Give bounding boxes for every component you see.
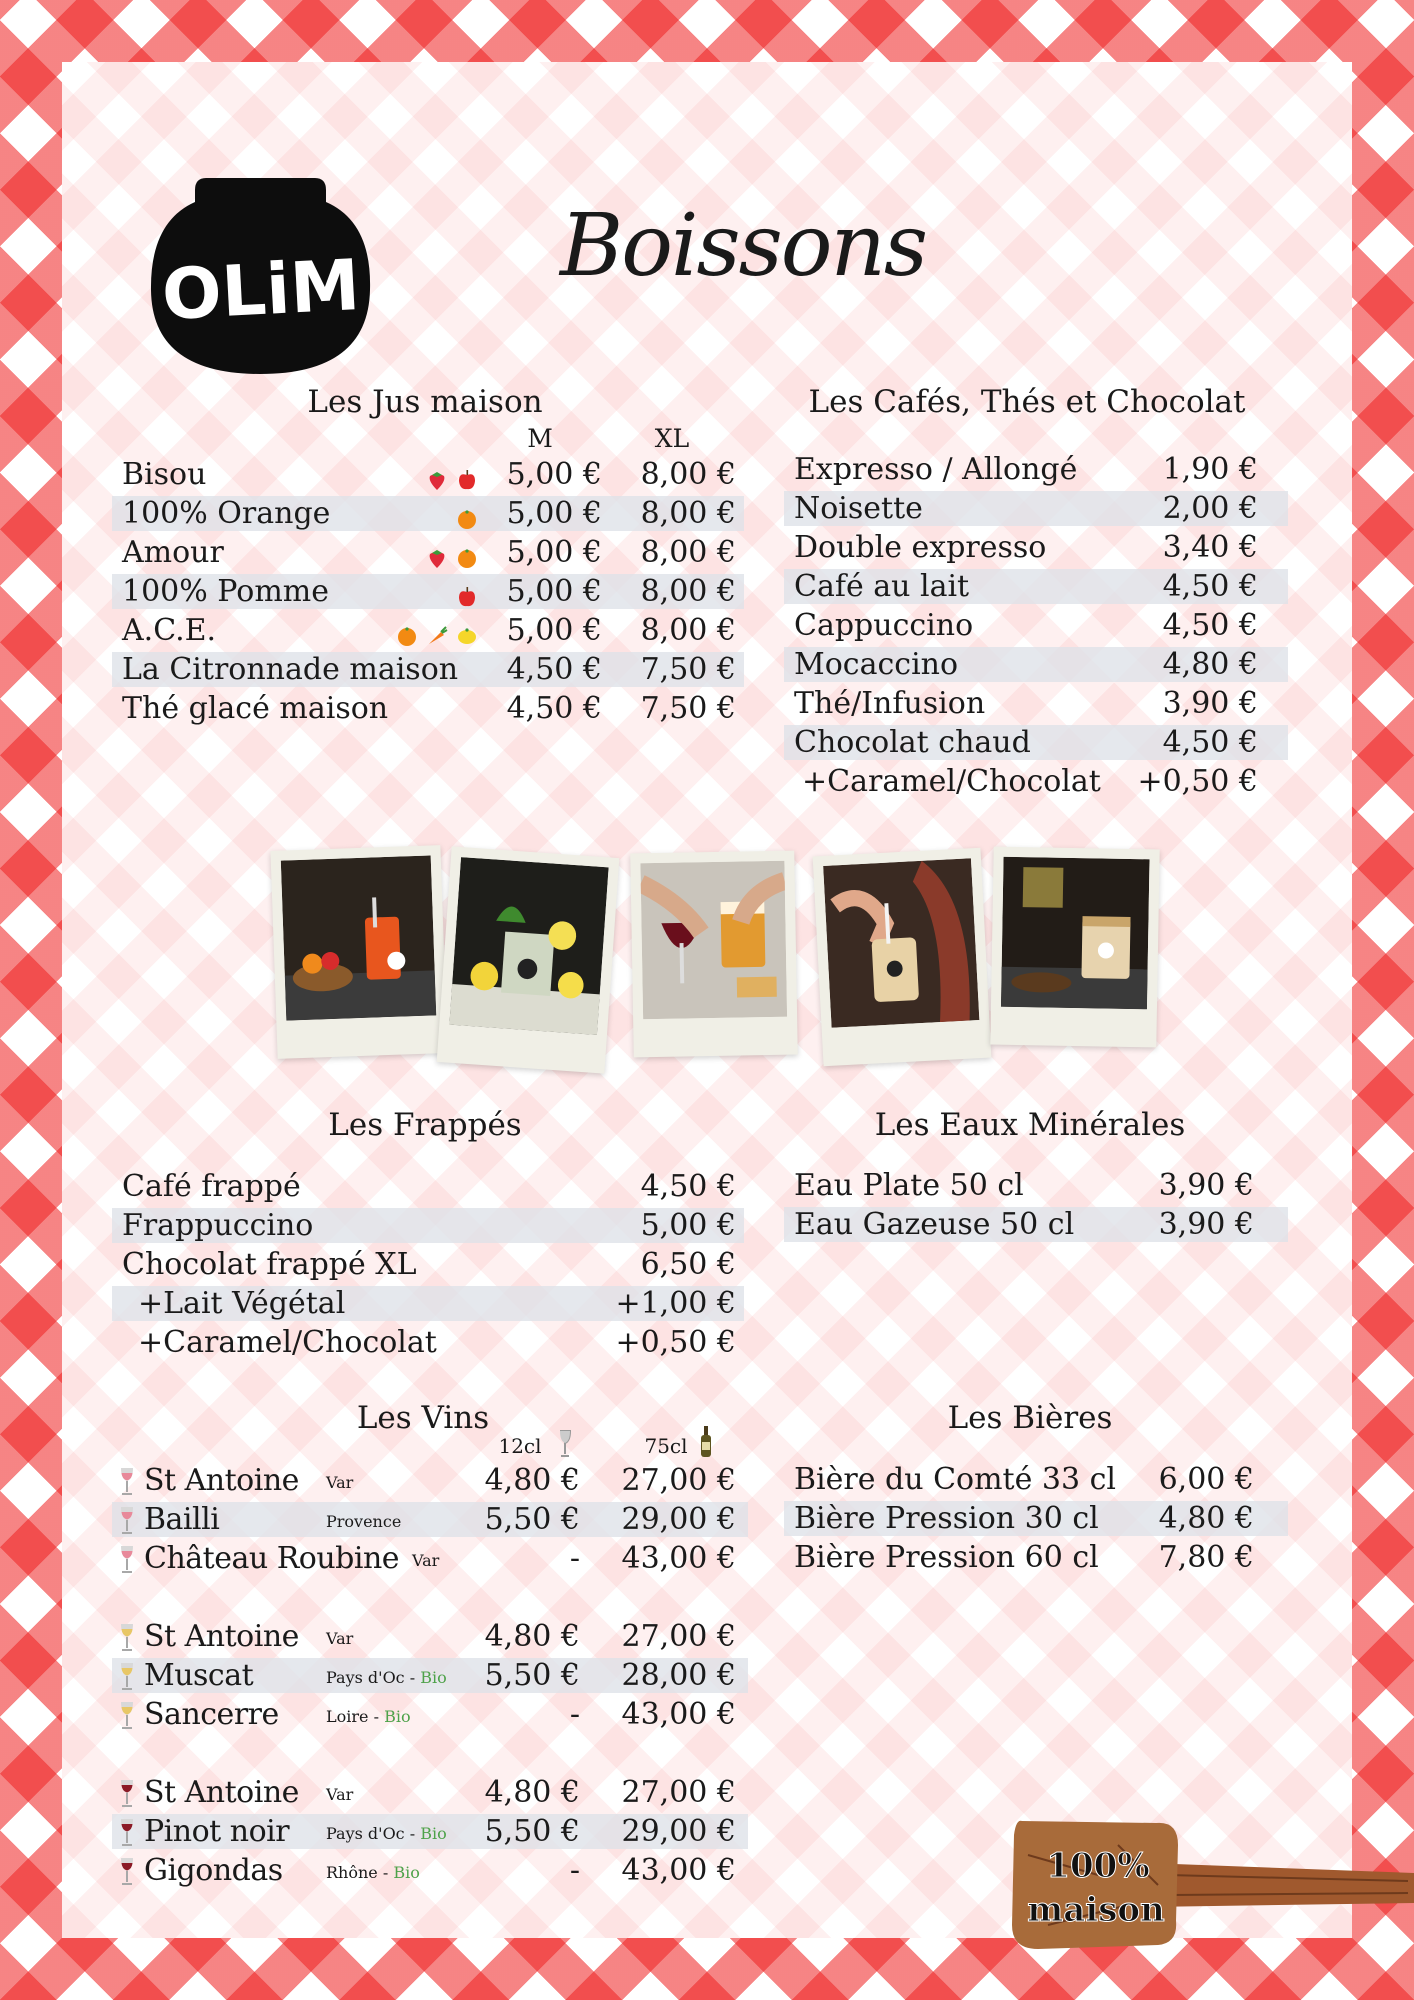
wine-region-text: Pays d'Oc - xyxy=(326,1824,421,1843)
jus-row xyxy=(112,691,744,726)
cafe-price: 2,00 € xyxy=(1162,491,1258,526)
eau-price: 3,90 € xyxy=(1158,1207,1254,1242)
wine-price-bottle: 29,00 € xyxy=(621,1502,736,1537)
wine-region: Var xyxy=(326,1785,354,1804)
wine-name: St Antoine xyxy=(144,1463,299,1498)
frappe-row xyxy=(112,1208,744,1243)
eau-name: Eau Gazeuse 50 cl xyxy=(794,1207,1075,1242)
wine-region xyxy=(326,1816,447,1851)
apple-icon xyxy=(456,469,478,491)
wine-region: Var xyxy=(412,1551,440,1570)
orange-icon xyxy=(456,547,478,569)
wine-price-glass: 5,50 € xyxy=(484,1658,580,1693)
col-head-xl: XL xyxy=(654,424,690,453)
wine-price-bottle: 29,00 € xyxy=(621,1814,736,1849)
cafe-row xyxy=(784,452,1288,487)
beer-row xyxy=(784,1462,1288,1497)
jus-price-m: 5,00 € xyxy=(506,457,602,492)
jus-row xyxy=(112,574,744,609)
jus-price-xl: 7,50 € xyxy=(640,691,736,726)
wine-price-glass: 5,50 € xyxy=(484,1814,580,1849)
apple-icon xyxy=(456,586,478,608)
wine-region-text: Loire - xyxy=(326,1707,385,1726)
frappe-name: +Caramel/Chocolat xyxy=(138,1325,437,1360)
jus-price-xl: 8,00 € xyxy=(640,535,736,570)
eau-row xyxy=(784,1168,1288,1203)
frappe-price: +1,00 € xyxy=(615,1286,736,1321)
frappe-price: 6,50 € xyxy=(640,1247,736,1282)
beer-row xyxy=(784,1501,1288,1536)
wine-price-bottle: 43,00 € xyxy=(621,1541,736,1576)
wine-row xyxy=(112,1658,748,1693)
lemon-icon xyxy=(456,625,478,647)
cafe-name: Double expresso xyxy=(794,530,1047,565)
frappe-name: Frappuccino xyxy=(122,1208,314,1243)
section-title-frappes: Les Frappés xyxy=(328,1107,522,1143)
wine-price-bottle: 28,00 € xyxy=(621,1658,736,1693)
beer-row xyxy=(784,1540,1288,1575)
wine-price-bottle: 27,00 € xyxy=(621,1463,736,1498)
wine-price-glass: 4,80 € xyxy=(484,1463,580,1498)
jus-name: 100% Orange xyxy=(122,496,331,531)
wine-price-glass: 5,50 € xyxy=(484,1502,580,1537)
cafe-row xyxy=(784,686,1288,721)
cafe-price: +0,50 € xyxy=(1137,764,1258,799)
jus-row xyxy=(112,457,744,492)
wine-price-glass: - xyxy=(569,1853,580,1888)
fruit-icon-wrap xyxy=(456,620,478,642)
section-title-jus: Les Jus maison xyxy=(307,384,543,420)
fruit-icon-wrap xyxy=(426,464,448,486)
red-wine-glass-icon xyxy=(118,1817,136,1847)
cafe-name: Noisette xyxy=(794,491,923,526)
wine-name: St Antoine xyxy=(144,1775,299,1810)
wine-region: Provence xyxy=(326,1512,402,1531)
red-wine-glass-icon xyxy=(118,1856,136,1886)
cafe-price: 3,90 € xyxy=(1162,686,1258,721)
cafe-name: Café au lait xyxy=(794,569,970,604)
jus-price-m: 4,50 € xyxy=(506,652,602,687)
jus-row xyxy=(112,613,744,648)
wine-name: Château Roubine xyxy=(144,1541,400,1576)
wine-row xyxy=(112,1853,748,1888)
wine-region: Var xyxy=(326,1473,354,1492)
beer-price: 4,80 € xyxy=(1158,1501,1254,1536)
jus-price-xl: 8,00 € xyxy=(640,574,736,609)
rose-wine-glass-icon xyxy=(118,1544,136,1574)
jus-name: Amour xyxy=(122,535,224,570)
cafe-name: +Caramel/Chocolat xyxy=(802,764,1101,799)
jus-name: Bisou xyxy=(122,457,207,492)
beer-name: Bière du Comté 33 cl xyxy=(794,1462,1117,1497)
cafe-name: Cappuccino xyxy=(794,608,974,643)
cafe-price: 4,50 € xyxy=(1162,569,1258,604)
jus-price-xl: 8,00 € xyxy=(640,457,736,492)
wine-region xyxy=(326,1699,411,1734)
frappe-price: 5,00 € xyxy=(640,1208,736,1243)
beer-price: 6,00 € xyxy=(1158,1462,1254,1497)
cafe-row xyxy=(784,725,1288,760)
wine-price-bottle: 43,00 € xyxy=(621,1697,736,1732)
cafe-row xyxy=(784,530,1288,565)
wine-name: Muscat xyxy=(144,1658,254,1693)
wine-price-glass: 4,80 € xyxy=(484,1775,580,1810)
frappe-row xyxy=(112,1286,744,1321)
jus-price-xl: 8,00 € xyxy=(640,496,736,531)
frappe-row xyxy=(112,1325,744,1360)
frappe-price: +0,50 € xyxy=(615,1325,736,1360)
wine-region-text: Pays d'Oc - xyxy=(326,1668,421,1687)
strawberry-icon xyxy=(426,469,448,491)
cafe-row xyxy=(784,608,1288,643)
wine-name: Bailli xyxy=(144,1502,220,1537)
orange-icon xyxy=(456,508,478,530)
col-head-12cl: 12cl xyxy=(498,1434,542,1458)
wine-price-bottle: 27,00 € xyxy=(621,1775,736,1810)
wine-price-glass: - xyxy=(569,1541,580,1576)
cafe-price: 4,80 € xyxy=(1162,647,1258,682)
cafe-price: 4,50 € xyxy=(1162,725,1258,760)
wine-region-text: Rhône - xyxy=(326,1863,394,1882)
frappe-row xyxy=(112,1169,744,1204)
cafe-name: Mocaccino xyxy=(794,647,959,682)
wine-region xyxy=(326,1660,447,1695)
wooden-spoon-badge xyxy=(1008,1815,1414,1955)
jus-name: Thé glacé maison xyxy=(122,691,389,726)
wine-name: Gigondas xyxy=(144,1853,283,1888)
white-wine-glass-icon xyxy=(118,1700,136,1730)
wine-row xyxy=(112,1463,748,1498)
fruit-icon-wrap xyxy=(396,620,418,642)
wine-price-glass: - xyxy=(569,1697,580,1732)
section-title-vins: Les Vins xyxy=(356,1400,490,1436)
badge-line-1: 100% xyxy=(1046,1846,1150,1886)
wine-row xyxy=(112,1541,748,1576)
beer-price: 7,80 € xyxy=(1158,1540,1254,1575)
wine-row xyxy=(112,1619,748,1654)
fruit-icon-wrap xyxy=(456,581,478,603)
bio-label: Bio xyxy=(384,1707,411,1726)
jus-name: 100% Pomme xyxy=(122,574,329,609)
beer-name: Bière Pression 60 cl xyxy=(794,1540,1099,1575)
eau-row xyxy=(784,1207,1288,1242)
cafe-name: Expresso / Allongé xyxy=(794,452,1078,487)
wine-glass-column-icon xyxy=(558,1430,572,1458)
frappe-name: Chocolat frappé XL xyxy=(122,1247,417,1282)
photo-juice xyxy=(270,845,447,1059)
rose-wine-glass-icon xyxy=(118,1505,136,1535)
section-title-cafes: Les Cafés, Thés et Chocolat xyxy=(808,384,1246,420)
cafe-row xyxy=(784,647,1288,682)
wine-row xyxy=(112,1775,748,1810)
wine-price-bottle: 43,00 € xyxy=(621,1853,736,1888)
eau-name: Eau Plate 50 cl xyxy=(794,1168,1024,1203)
wine-row xyxy=(112,1502,748,1537)
frappe-price: 4,50 € xyxy=(640,1169,736,1204)
bio-label: Bio xyxy=(393,1863,420,1882)
col-head-75cl: 75cl xyxy=(644,1434,688,1458)
wine-row xyxy=(112,1697,748,1732)
cafe-name: Thé/Infusion xyxy=(794,686,986,721)
cafe-price: 3,40 € xyxy=(1162,530,1258,565)
olim-logo xyxy=(148,172,373,377)
wine-price-bottle: 27,00 € xyxy=(621,1619,736,1654)
jus-price-m: 4,50 € xyxy=(506,691,602,726)
section-title-eaux: Les Eaux Minérales xyxy=(874,1107,1186,1143)
white-wine-glass-icon xyxy=(118,1661,136,1691)
cafe-row xyxy=(784,491,1288,526)
red-wine-glass-icon xyxy=(118,1778,136,1808)
cafe-row xyxy=(784,764,1288,799)
bio-label: Bio xyxy=(420,1668,447,1687)
wine-price-glass: 4,80 € xyxy=(484,1619,580,1654)
photo-lemonade xyxy=(437,846,620,1073)
fruit-icon-wrap xyxy=(456,542,478,564)
bio-label: Bio xyxy=(420,1824,447,1843)
frappe-name: Café frappé xyxy=(122,1169,301,1204)
wine-row xyxy=(112,1814,748,1849)
carrot-icon xyxy=(426,625,448,647)
photo-toast xyxy=(630,851,798,1058)
col-head-m: M xyxy=(527,424,553,453)
jus-price-m: 5,00 € xyxy=(506,496,602,531)
wine-name: Sancerre xyxy=(144,1697,279,1732)
jus-row xyxy=(112,535,744,570)
strawberry-icon xyxy=(426,547,448,569)
fruit-icon-wrap xyxy=(456,464,478,486)
jus-row xyxy=(112,652,744,687)
jus-name: La Citronnade maison xyxy=(122,652,459,687)
frappe-row xyxy=(112,1247,744,1282)
jus-name: A.C.E. xyxy=(122,613,217,648)
cafe-price: 4,50 € xyxy=(1162,608,1258,643)
photo-smoothie xyxy=(813,848,992,1067)
jus-row xyxy=(112,496,744,531)
wine-region xyxy=(326,1855,420,1890)
frappe-name: +Lait Végétal xyxy=(138,1286,346,1321)
wine-name: St Antoine xyxy=(144,1619,299,1654)
fruit-icon-wrap xyxy=(426,620,448,642)
cafe-name: Chocolat chaud xyxy=(794,725,1031,760)
wine-bottle-column-icon xyxy=(700,1426,712,1458)
page-title: Boissons xyxy=(560,196,927,296)
jus-price-xl: 7,50 € xyxy=(640,652,736,687)
section-title-bieres: Les Bières xyxy=(947,1400,1113,1436)
rose-wine-glass-icon xyxy=(118,1466,136,1496)
photo-chocolate xyxy=(990,847,1159,1048)
jus-price-m: 5,00 € xyxy=(506,613,602,648)
wine-name: Pinot noir xyxy=(144,1814,290,1849)
fruit-icon-wrap xyxy=(426,542,448,564)
orange-icon xyxy=(396,625,418,647)
fruit-icon-wrap xyxy=(456,503,478,525)
eau-price: 3,90 € xyxy=(1158,1168,1254,1203)
badge-line-2: maison xyxy=(1027,1890,1165,1930)
wine-region: Var xyxy=(326,1629,354,1648)
jus-price-m: 5,00 € xyxy=(506,535,602,570)
cafe-price: 1,90 € xyxy=(1162,452,1258,487)
white-wine-glass-icon xyxy=(118,1622,136,1652)
beer-name: Bière Pression 30 cl xyxy=(794,1501,1099,1536)
jus-price-xl: 8,00 € xyxy=(640,613,736,648)
logo-text: OLiM xyxy=(160,243,362,337)
jus-price-m: 5,00 € xyxy=(506,574,602,609)
cafe-row xyxy=(784,569,1288,604)
